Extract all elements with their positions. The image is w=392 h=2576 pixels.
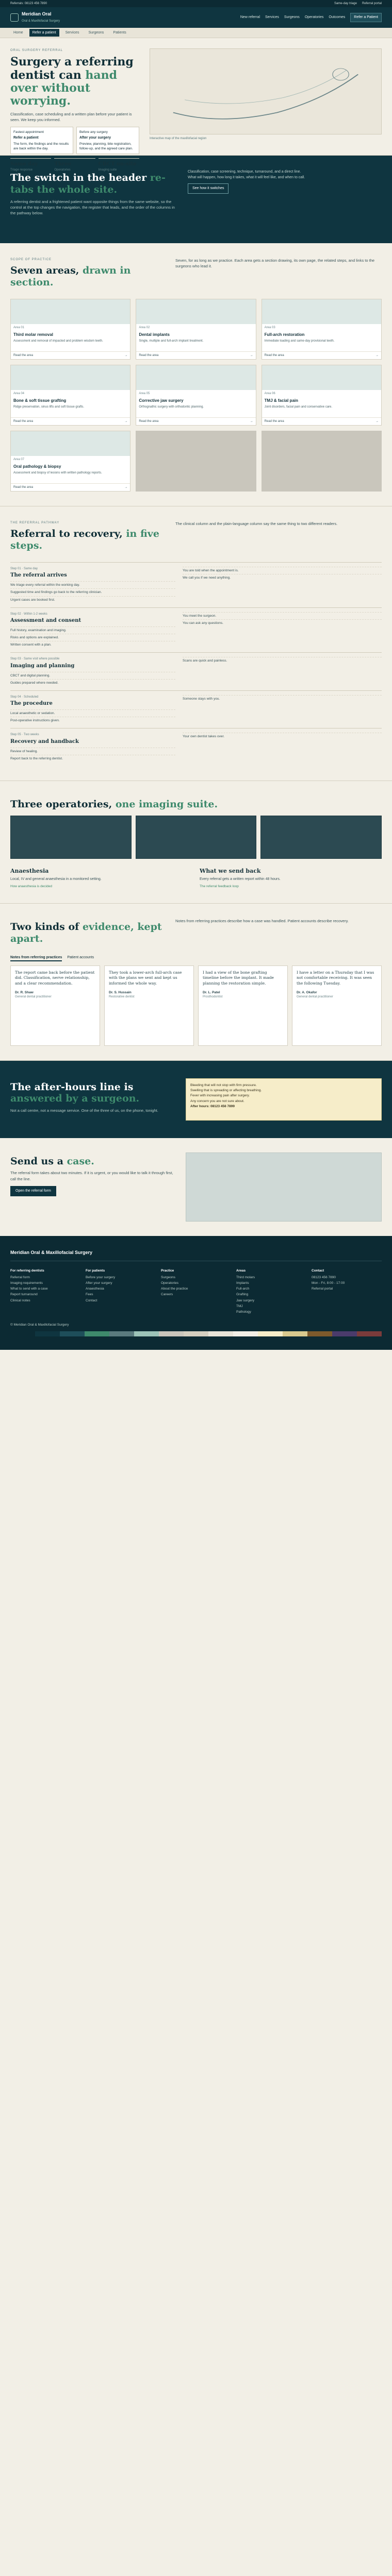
step-row — [10, 652, 382, 690]
switch-section — [0, 156, 392, 243]
area-title: Full-arch restoration — [264, 332, 305, 337]
step-list — [183, 733, 382, 740]
stat-value: CBCT on-site — [98, 161, 137, 167]
step-item: CBCT and digital planning. — [10, 672, 175, 679]
send-section — [0, 1138, 392, 1236]
step-title: The referral arrives — [10, 572, 67, 579]
quote-card — [10, 965, 100, 1046]
quote-text: I have a letter on a Thursday that I was not comfortable receiving. It was seen the following Tuesday. — [297, 970, 374, 986]
step-item: Post-operative instructions given. — [10, 717, 175, 724]
area-drawing — [11, 365, 130, 390]
stat-label: Operatories — [54, 168, 71, 172]
step-item: Guides prepared where needed. — [10, 679, 175, 686]
tab-surgeons[interactable]: Surgeons — [88, 30, 104, 35]
note-line: Fever with increasing pain after surgery. — [190, 1094, 250, 1098]
step-clinical — [10, 567, 175, 603]
areas-eyebrow: SCOPE OF PRACTICE — [10, 258, 52, 261]
quote-text: The report came back before the patient did. Classification, nerve relationship, and a clear recommendation. — [15, 970, 95, 986]
palette-strip — [10, 1331, 382, 1336]
footer-link[interactable]: Clinical notes — [10, 1298, 30, 1302]
area-footer — [11, 417, 130, 425]
evidence-title-b: evidence, kept apart. — [10, 921, 162, 944]
tab-refer[interactable]: Refer a patient — [29, 29, 59, 37]
areas-title — [10, 265, 165, 289]
palette-swatch — [357, 1331, 382, 1336]
area-link[interactable]: Read the area — [13, 485, 34, 489]
area-link[interactable]: Read the area — [264, 353, 284, 357]
area-desc: Ridge preservation, sinus lifts and soft tissue grafts. — [13, 405, 85, 409]
step-list — [183, 567, 382, 581]
quote-card — [292, 965, 382, 1046]
pathway-section — [0, 506, 392, 781]
quote-card — [104, 965, 194, 1046]
footer-link[interactable]: Report turnaround — [10, 1293, 38, 1297]
after-hours-section — [0, 1061, 392, 1138]
note-line: Any concern you are not sure about. — [190, 1099, 244, 1103]
step-number: Step 05 · Two weeks — [10, 733, 39, 737]
area-card[interactable] — [136, 299, 256, 360]
step-title: Recovery and handback — [10, 738, 79, 744]
nav-link-outcomes[interactable]: Outcomes — [329, 15, 346, 20]
send-title-b: case. — [67, 1155, 94, 1167]
evidence-section — [0, 904, 392, 1060]
area-desc: Single, multiple and full-arch implant treatment. — [139, 339, 204, 343]
footer-link[interactable]: About the practice — [161, 1287, 188, 1291]
step-list — [10, 709, 175, 724]
area-footer — [136, 417, 255, 425]
palette-swatch — [10, 1331, 35, 1336]
card-title: Refer a patient — [13, 136, 39, 140]
operatory-photo — [260, 816, 382, 859]
area-link[interactable]: Read the area — [139, 419, 159, 423]
step-item: Report back to the referring dentist. — [10, 755, 175, 762]
step-row — [10, 562, 382, 607]
footer-col — [86, 1268, 156, 1315]
step-list — [10, 581, 175, 603]
map-note: Interactive map of the maxillofacial region — [150, 137, 207, 140]
placeholder-tile — [136, 431, 256, 492]
tab-patient-accounts[interactable]: Patient accounts — [67, 955, 94, 959]
area-footer — [11, 351, 130, 359]
card-kicker: Before any surgery — [79, 130, 108, 134]
step-item: Someone stays with you. — [183, 695, 382, 702]
areas-title-a: Seven areas, — [10, 265, 83, 277]
stat-label: Imaging suite — [98, 168, 117, 172]
note-line: Bleeding that will not stop with firm pressure. — [190, 1083, 257, 1087]
area-desc: Joint disorders, facial pain and conservative care. — [264, 405, 333, 409]
step-item: Full history, examination and imaging. — [10, 626, 175, 634]
hero-title-a: Surgery a referring dentist can — [10, 55, 134, 82]
area-number: Area 07 — [13, 457, 25, 461]
hero-title — [10, 56, 139, 108]
palette-swatch — [35, 1331, 60, 1336]
step-item: Suggested time and findings go back to the referring clinician. — [10, 588, 175, 596]
nav-link-services[interactable]: Services — [265, 15, 279, 20]
quote-author: Dr. R. Shaw — [15, 991, 34, 995]
area-desc: Orthognathic surgery with orthodontic planning. — [139, 405, 204, 409]
top-bar — [0, 0, 392, 7]
quote-author: Dr. L. Patel — [203, 991, 220, 995]
feedback-link[interactable]: The referral feedback loop — [200, 885, 239, 889]
footer-name: Meridian Oral & Maxillofacial Surgery — [10, 1249, 93, 1255]
step-list — [183, 695, 382, 702]
area-drawing — [262, 299, 381, 324]
after-hours-phone[interactable]: After hours: 08123 456 7899 — [190, 1105, 235, 1109]
placeholder-tile — [262, 431, 382, 492]
step-clinical — [10, 695, 175, 724]
step-clinical — [10, 733, 175, 762]
switch-title — [10, 172, 175, 196]
portal-link[interactable]: Referral portal — [362, 2, 382, 5]
arrow-icon: → — [124, 353, 128, 357]
switch-patient: What will happen, how long it takes, what it will feel like, and when to call. — [188, 176, 305, 180]
area-drawing — [11, 431, 130, 456]
hero-title-b: hand over without worrying. — [10, 68, 118, 108]
jaw-diagram[interactable] — [150, 48, 382, 134]
step-item: Risks and options are explained. — [10, 634, 175, 641]
step-item: Review of healing. — [10, 748, 175, 755]
refer-patient-button[interactable]: Refer a Patient — [350, 13, 382, 22]
steps-lede: The clinical column and the plain-language column say the same thing to two different readers. — [175, 521, 338, 526]
steps-eyebrow: THE REFERRAL PATHWAY — [10, 521, 60, 524]
area-card[interactable] — [10, 365, 130, 426]
open-referral-button[interactable]: Open the referral form — [10, 1186, 56, 1196]
area-title: Corrective jaw surgery — [139, 398, 184, 403]
step-plain — [183, 733, 382, 762]
area-drawing — [11, 299, 130, 324]
arrow-icon: → — [375, 353, 379, 357]
step-item: We call you if we need anything. — [183, 574, 382, 581]
evidence-lede: Notes from referring practices describe how a case was handled. Patient accounts describe recovery. — [175, 919, 349, 924]
hero-eyebrow: ORAL SURGERY REFERRAL — [10, 49, 63, 52]
step-item: Urgent cases are booked first. — [10, 596, 175, 603]
area-desc: Assessment and removal of impacted and problem wisdom teeth. — [13, 339, 103, 343]
arrow-icon: → — [124, 419, 128, 423]
palette-swatch — [208, 1331, 233, 1336]
footer-link[interactable]: Fees — [86, 1293, 93, 1297]
switch-title-b: re-tabs the whole site. — [10, 172, 166, 195]
footer-link[interactable]: Jaw surgery — [236, 1298, 255, 1302]
area-desc: Assessment and biopsy of lesions with written pathology reports. — [13, 471, 102, 474]
area-title: Bone & soft tissue grafting — [13, 398, 67, 403]
footer-col — [161, 1268, 231, 1315]
step-clinical — [10, 612, 175, 649]
area-link[interactable]: Read the area — [13, 353, 34, 357]
footer-link[interactable]: Imaging requirements — [10, 1281, 43, 1285]
triage-note: Same-day triage — [334, 2, 357, 5]
footer-col — [312, 1268, 382, 1315]
step-list — [183, 612, 382, 626]
sendback-card — [200, 865, 382, 889]
switch-title-a: The switch in the header — [10, 172, 150, 183]
palette-swatch — [332, 1331, 357, 1336]
footer-link[interactable]: Before your surgery — [86, 1276, 116, 1280]
step-item: You are told when the appointment is. — [183, 567, 382, 574]
footer-link[interactable]: Grafting — [236, 1293, 249, 1297]
anaesthesia-link[interactable]: How anaesthesia is decided — [10, 885, 52, 889]
afh-lede: Not a call centre, not a message service. One of the three of us, on the phone, tonight. — [10, 1108, 158, 1113]
footer-link[interactable]: Third molars — [236, 1276, 255, 1280]
area-title: Third molar removal — [13, 332, 53, 337]
footer-link[interactable]: TMJ — [236, 1304, 243, 1308]
step-item: Your own dentist takes over. — [183, 733, 382, 740]
step-plain — [183, 657, 382, 686]
area-footer — [262, 417, 381, 425]
footer-link[interactable]: Implants — [236, 1281, 249, 1285]
area-card[interactable] — [262, 365, 382, 426]
step-number: Step 03 · Same visit where possible — [10, 657, 60, 661]
footer-link[interactable]: Careers — [161, 1293, 173, 1297]
quote-text: I had a view of the bone grafting timeline before the implant. It made planning the restoration simple. — [203, 970, 274, 986]
area-link[interactable]: Read the area — [139, 353, 159, 357]
area-footer — [136, 351, 255, 359]
quote-role: General dental practitioner — [15, 995, 52, 999]
send-lede: The referral form takes about two minutes. If it is urgent, or you would like to talk it through first, call the line. — [10, 1171, 173, 1181]
hero-card-refer[interactable] — [10, 127, 73, 154]
footer-link[interactable]: What to send with a case — [10, 1287, 48, 1291]
footer-link[interactable]: Operatories — [161, 1281, 178, 1285]
tab-practice-notes[interactable]: Notes from referring practices — [10, 955, 62, 961]
footer-heading: Practice — [161, 1269, 174, 1273]
footer-link[interactable]: Anaesthesia — [86, 1287, 104, 1291]
step-title: Imaging and planning — [10, 663, 75, 669]
palette-swatch — [109, 1331, 134, 1336]
card-kicker: Fastest appointment — [13, 130, 44, 134]
afh-title-b: answered by a surgeon. — [10, 1093, 140, 1105]
operatory-photo — [136, 816, 257, 859]
area-footer — [262, 351, 381, 359]
footer-link[interactable]: Referral portal — [312, 1287, 333, 1291]
arrow-icon: → — [250, 419, 253, 423]
step-row — [10, 728, 382, 766]
palette-swatch — [159, 1331, 184, 1336]
steps-title-b: in five steps. — [10, 528, 159, 552]
palette-swatch — [233, 1331, 258, 1336]
card-desc: Preview, planning, bite registration, follow-up, and the agreed care plan. — [79, 142, 133, 151]
step-list — [10, 626, 175, 648]
footer-link[interactable]: 08123 456 7890 — [312, 1276, 336, 1280]
step-plain — [183, 695, 382, 724]
quote-author: Dr. A. Okafor — [297, 991, 317, 995]
stat-label: Triage response — [10, 168, 33, 172]
step-item: Scans are quick and painless. — [183, 657, 382, 664]
nav-link-operatories[interactable]: Operatories — [304, 15, 324, 20]
area-card[interactable] — [10, 431, 130, 492]
area-number: Area 04 — [13, 392, 25, 395]
area-number: Area 03 — [264, 326, 275, 329]
areas-lede: Seven, for as long as we practice. Each area gets a section drawing, its own page, the related steps, and links to the surgeons who lead it. — [175, 258, 375, 269]
steps-title-a: Referral to recovery, — [10, 528, 126, 540]
footer-heading: Contact — [312, 1269, 324, 1273]
footer-link[interactable]: Surgeons — [161, 1276, 175, 1280]
stat-value: Three — [54, 161, 72, 167]
quote-role: Restorative dentist — [109, 995, 135, 999]
areas-grid — [10, 299, 382, 492]
hero-card-after[interactable] — [76, 127, 139, 154]
switch-lede: A referring dentist and a frightened patient want opposite things from the same website, so the control at the top changes the navigation, the register that leads, and the order of the columns in the pathway below. — [10, 199, 175, 216]
quote-author: Dr. S. Hussain — [109, 991, 132, 995]
ops-title-a: Three operatories, — [10, 799, 116, 810]
step-title: The procedure — [10, 701, 53, 707]
anaesthesia-card — [10, 865, 192, 889]
areas-title-b: drawn in section. — [10, 265, 131, 289]
send-title-a: Send us a — [10, 1155, 67, 1167]
after-hours-note — [186, 1078, 382, 1121]
palette-swatch — [307, 1331, 332, 1336]
quote-card — [198, 965, 288, 1046]
building-sketch — [186, 1153, 382, 1222]
card-title: After your surgery — [79, 136, 111, 140]
evidence-title-a: Two kinds of — [10, 921, 83, 933]
quote-grid — [10, 965, 382, 1046]
quote-role: Prosthodontist — [203, 995, 223, 999]
palette-swatch — [283, 1331, 307, 1336]
switch-dentist: Classification, case screening, technique, turnaround, and a direct line. — [188, 170, 301, 174]
footer-link[interactable]: Pathology — [236, 1310, 251, 1314]
area-drawing — [136, 299, 255, 324]
areas-section — [0, 243, 392, 506]
card-title: What we send back — [200, 867, 261, 874]
area-link[interactable]: Read the area — [13, 419, 34, 423]
step-item: You meet the surgeon. — [183, 612, 382, 619]
footer-col — [236, 1268, 306, 1315]
footer-col — [10, 1268, 80, 1315]
footer-legal: © Meridian Oral & Maxillofacial Surgery — [10, 1323, 69, 1327]
card-desc: The form, the findings and the results are back within the day. — [13, 142, 69, 151]
stat-value: Same day — [10, 161, 38, 167]
card-desc: Every referral gets a written report within 48 hours. — [200, 877, 281, 882]
referral-phone[interactable]: Referrals: 08123 456 7890 — [10, 2, 47, 5]
footer-heading: Areas — [236, 1269, 246, 1273]
card-title: Anaesthesia — [10, 867, 49, 874]
step-item: We triage every referral within the working day. — [10, 581, 175, 588]
step-item: Written consent with a plan. — [10, 641, 175, 648]
area-title: Dental implants — [139, 332, 170, 337]
step-list — [10, 748, 175, 762]
brand-name: Meridian Oral — [22, 11, 52, 16]
footer-columns — [10, 1261, 382, 1323]
card-desc: Local, IV and general anaesthesia in a monitored setting. — [10, 877, 102, 882]
step-number: Step 04 · Scheduled — [10, 695, 39, 699]
area-desc: Immediate loading and same-day provisional teeth. — [264, 339, 335, 343]
operatory-photo — [10, 816, 132, 859]
palette-swatch — [60, 1331, 85, 1336]
step-plain — [183, 567, 382, 603]
step-number: Step 01 · Same day — [10, 567, 38, 570]
arrow-icon: → — [250, 353, 253, 357]
nav-link-new-referral[interactable]: New referral — [240, 15, 260, 20]
footer-heading: For patients — [86, 1269, 105, 1273]
footer-heading: For referring dentists — [10, 1269, 44, 1273]
palette-swatch — [85, 1331, 109, 1336]
footer-link[interactable]: Referral form — [10, 1276, 30, 1280]
area-card[interactable] — [136, 365, 256, 426]
area-title: TMJ & facial pain — [264, 398, 299, 403]
operatories-section — [0, 781, 392, 904]
step-clinical — [10, 657, 175, 686]
step-plain — [183, 612, 382, 649]
main-nav — [0, 7, 392, 28]
logo-icon — [10, 13, 19, 22]
area-link[interactable]: Read the area — [264, 419, 284, 423]
arrow-icon: → — [124, 485, 128, 489]
step-list — [10, 562, 382, 766]
step-row — [10, 690, 382, 728]
palette-swatch — [184, 1331, 208, 1336]
palette-swatch — [258, 1331, 283, 1336]
audience-tabs — [0, 28, 392, 38]
footer — [0, 1236, 392, 1350]
step-list — [10, 672, 175, 686]
footer-link[interactable]: Contact — [86, 1298, 97, 1302]
palette-swatch — [134, 1331, 159, 1336]
area-number: Area 05 — [139, 392, 150, 395]
hero-lede: Classification, case scheduling and a written plan before your patient is seen. We keep you informed. — [10, 111, 132, 122]
area-footer — [11, 483, 130, 491]
area-drawing — [262, 365, 381, 390]
note-line: Swelling that is spreading or affecting breathing. — [190, 1088, 262, 1092]
brand[interactable] — [10, 11, 235, 25]
step-item: Local anaesthetic or sedation. — [10, 709, 175, 717]
evidence-title — [10, 921, 165, 945]
quote-role: General dental practitioner — [297, 995, 333, 999]
footer-link[interactable]: Mon - Fri, 8:00 - 17:00 — [312, 1281, 345, 1285]
steps-title — [10, 528, 165, 552]
area-drawing — [136, 365, 255, 390]
area-number: Area 02 — [139, 326, 150, 329]
tab-patients[interactable]: Patients — [113, 30, 126, 35]
arrow-icon: → — [375, 419, 379, 423]
afh-title — [10, 1081, 175, 1105]
footer-link[interactable]: Full-arch — [236, 1287, 250, 1291]
tab-home[interactable]: Home — [13, 30, 23, 35]
step-list — [183, 657, 382, 664]
step-number: Step 02 · Within 1-2 weeks — [10, 612, 47, 616]
ops-title-b: one imaging suite. — [115, 799, 218, 810]
area-card[interactable] — [10, 299, 130, 360]
tab-services[interactable]: Services — [65, 30, 79, 35]
ops-title — [10, 799, 382, 810]
brand-sub: Oral & Maxillofacial Surgery — [22, 20, 60, 23]
send-title — [10, 1156, 175, 1167]
step-title: Assessment and consent — [10, 618, 81, 624]
switch-button[interactable]: See how it switches — [188, 183, 228, 193]
quote-text: They took a lower-arch full-arch case with the plans we sent and kept us informed the whole way. — [109, 970, 182, 986]
nav-link-surgeons[interactable]: Surgeons — [284, 15, 300, 20]
area-number: Area 01 — [13, 326, 25, 329]
area-number: Area 06 — [264, 392, 275, 395]
footer-link[interactable]: After your surgery — [86, 1281, 112, 1285]
afh-title-a: The after-hours line is — [10, 1081, 134, 1093]
step-row — [10, 607, 382, 653]
step-item: You can ask any questions. — [183, 619, 382, 626]
area-title: Oral pathology & biopsy — [13, 464, 61, 469]
area-card[interactable] — [262, 299, 382, 360]
